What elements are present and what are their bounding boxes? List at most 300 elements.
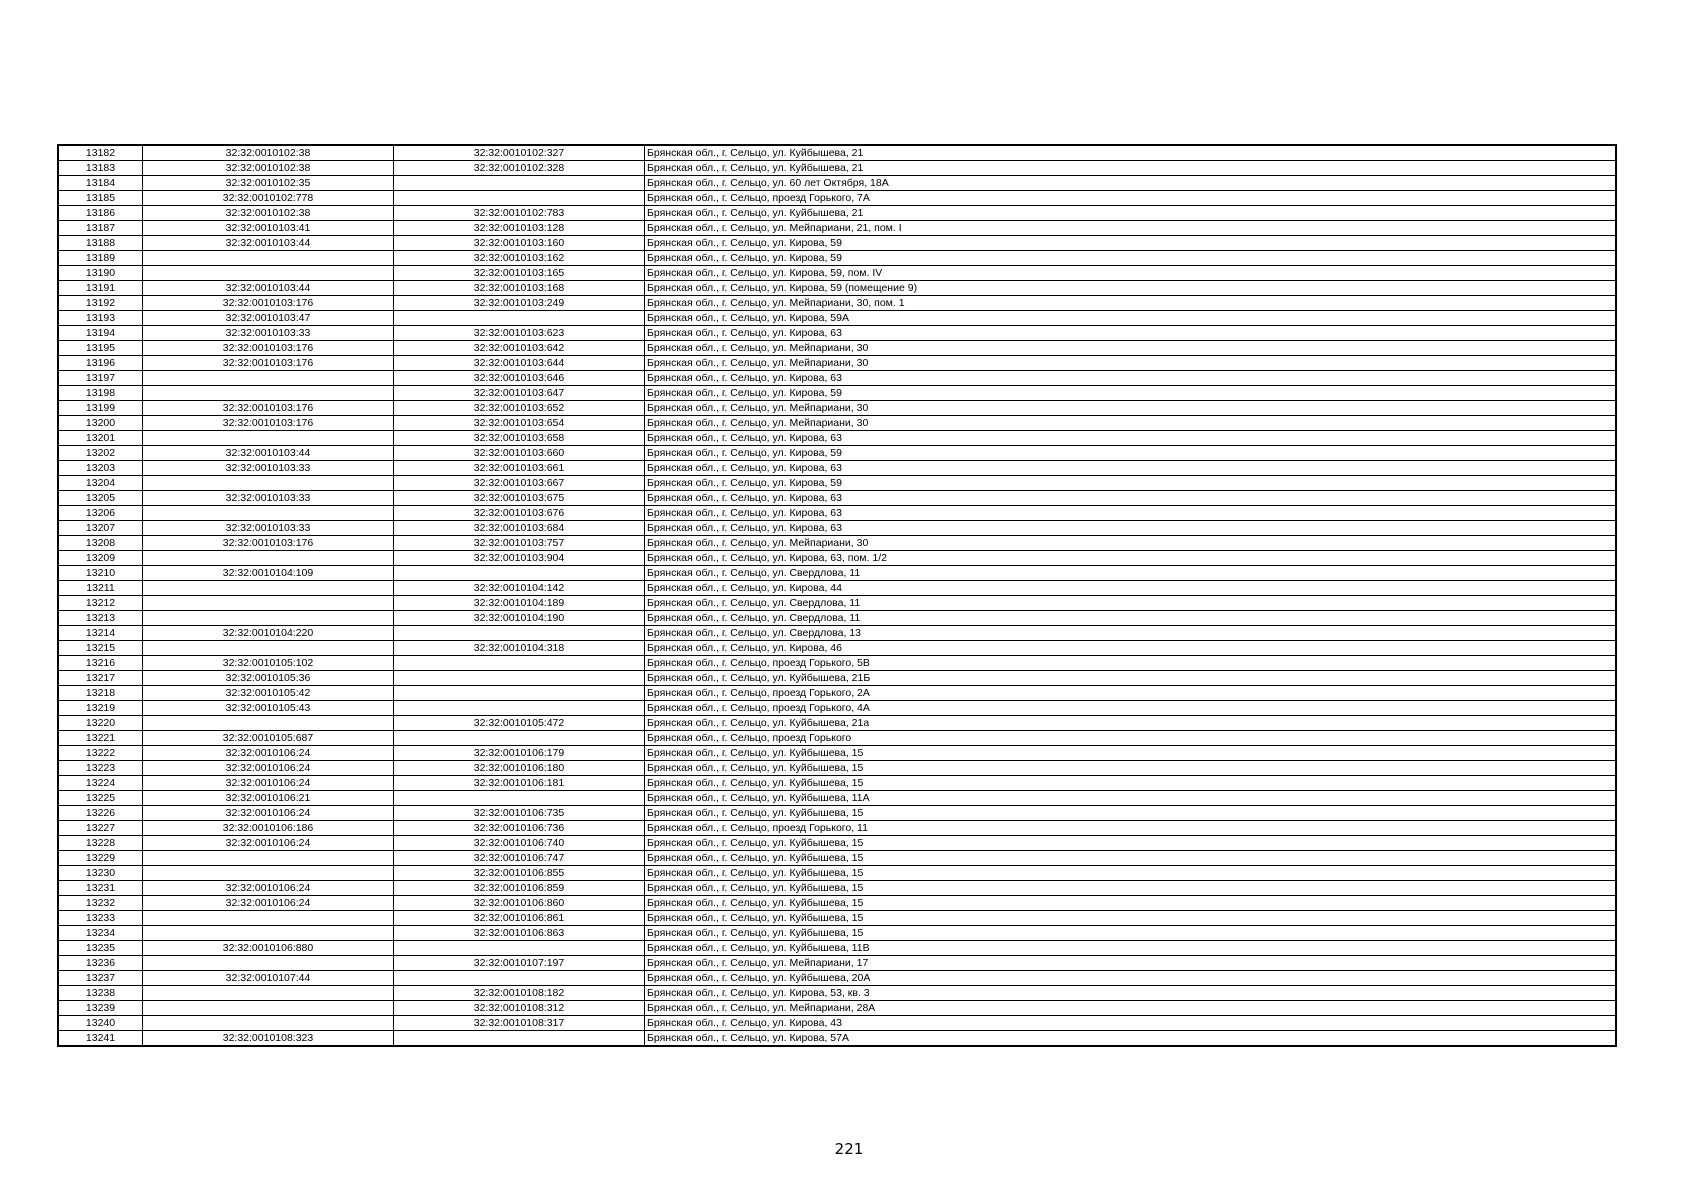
object-cadastral-number-cell: 32:32:0010103:165 [394,266,645,281]
address-cell: Брянская обл., г. Сельцо, ул. Куйбышева, 15 [645,866,1617,881]
table-row [58,296,1616,311]
object-cadastral-number-cell: 32:32:0010103:642 [394,341,645,356]
object-cadastral-number-cell: 32:32:0010106:740 [394,836,645,851]
table-row [58,266,1616,281]
parcel-cadastral-number-cell: 32:32:0010103:176 [143,341,394,356]
table-row [58,776,1616,791]
object-cadastral-number-cell [394,191,645,206]
table-row [58,986,1616,1001]
address-cell: Брянская обл., г. Сельцо, ул. Куйбышева, 21Б [645,671,1617,686]
object-cadastral-number-cell: 32:32:0010103:644 [394,356,645,371]
parcel-cadastral-number-cell [143,1001,394,1016]
record-number-cell: 13210 [58,566,143,581]
table-row [58,461,1616,476]
record-number-cell: 13199 [58,401,143,416]
record-number-cell: 13240 [58,1016,143,1031]
object-cadastral-number-cell: 32:32:0010108:317 [394,1016,645,1031]
record-number-cell: 13235 [58,941,143,956]
object-cadastral-number-cell: 32:32:0010103:160 [394,236,645,251]
parcel-cadastral-number-cell [143,551,394,566]
address-cell: Брянская обл., г. Сельцо, ул. Кирова, 59 [645,446,1617,461]
parcel-cadastral-number-cell [143,386,394,401]
object-cadastral-number-cell: 32:32:0010108:182 [394,986,645,1001]
table-row [58,626,1616,641]
table-row [58,491,1616,506]
parcel-cadastral-number-cell [143,1016,394,1031]
record-number-cell: 13214 [58,626,143,641]
object-cadastral-number-cell: 32:32:0010105:472 [394,716,645,731]
table-row [58,971,1616,986]
table-row [58,221,1616,236]
object-cadastral-number-cell: 32:32:0010106:179 [394,746,645,761]
address-cell: Брянская обл., г. Сельцо, ул. Куйбышева, 15 [645,896,1617,911]
parcel-cadastral-number-cell [143,986,394,1001]
table-row [58,896,1616,911]
object-cadastral-number-cell: 32:32:0010103:128 [394,221,645,236]
address-cell: Брянская обл., г. Сельцо, ул. Свердлова, 11 [645,596,1617,611]
record-number-cell: 13237 [58,971,143,986]
address-cell: Брянская обл., г. Сельцо, ул. Мейпариани, 28А [645,1001,1617,1016]
parcel-cadastral-number-cell: 32:32:0010102:38 [143,206,394,221]
parcel-cadastral-number-cell: 32:32:0010106:24 [143,776,394,791]
table-row [58,821,1616,836]
record-number-cell: 13225 [58,791,143,806]
parcel-cadastral-number-cell: 32:32:0010106:880 [143,941,394,956]
object-cadastral-number-cell: 32:32:0010103:647 [394,386,645,401]
parcel-cadastral-number-cell [143,266,394,281]
address-cell: Брянская обл., г. Сельцо, проезд Горького, 7А [645,191,1617,206]
object-cadastral-number-cell: 32:32:0010103:658 [394,431,645,446]
address-cell: Брянская обл., г. Сельцо, ул. Куйбышева, 15 [645,806,1617,821]
parcel-cadastral-number-cell: 32:32:0010105:36 [143,671,394,686]
object-cadastral-number-cell [394,626,645,641]
parcel-cadastral-number-cell: 32:32:0010103:176 [143,536,394,551]
table-row [58,416,1616,431]
table-row [58,746,1616,761]
object-cadastral-number-cell [394,1031,645,1047]
record-number-cell: 13200 [58,416,143,431]
record-number-cell: 13216 [58,656,143,671]
object-cadastral-number-cell [394,686,645,701]
record-number-cell: 13207 [58,521,143,536]
record-number-cell: 13229 [58,851,143,866]
object-cadastral-number-cell: 32:32:0010104:142 [394,581,645,596]
record-number-cell: 13186 [58,206,143,221]
record-number-cell: 13220 [58,716,143,731]
object-cadastral-number-cell [394,971,645,986]
record-number-cell: 13236 [58,956,143,971]
record-number-cell: 13222 [58,746,143,761]
table-row [58,581,1616,596]
property-register-table [57,144,1617,1047]
table-row [58,806,1616,821]
address-cell: Брянская обл., г. Сельцо, ул. Кирова, 59 [645,476,1617,491]
record-number-cell: 13211 [58,581,143,596]
address-cell: Брянская обл., г. Сельцо, ул. Мейпариани, 30 [645,356,1617,371]
table-row [58,836,1616,851]
address-cell: Брянская обл., г. Сельцо, ул. Кирова, 63 [645,506,1617,521]
record-number-cell: 13184 [58,176,143,191]
table-row [58,686,1616,701]
parcel-cadastral-number-cell: 32:32:0010106:21 [143,791,394,806]
table-row [58,551,1616,566]
address-cell: Брянская обл., г. Сельцо, проезд Горького, 2А [645,686,1617,701]
record-number-cell: 13198 [58,386,143,401]
table-row [58,851,1616,866]
object-cadastral-number-cell: 32:32:0010103:661 [394,461,645,476]
object-cadastral-number-cell: 32:32:0010106:861 [394,911,645,926]
address-cell: Брянская обл., г. Сельцо, ул. Кирова, 59 [645,251,1617,266]
record-number-cell: 13226 [58,806,143,821]
address-cell: Брянская обл., г. Сельцо, ул. Кирова, 63, пом. 1/2 [645,551,1617,566]
table-row [58,926,1616,941]
record-number-cell: 13238 [58,986,143,1001]
address-cell: Брянская обл., г. Сельцо, ул. Кирова, 46 [645,641,1617,656]
table-row [58,251,1616,266]
table-row [58,206,1616,221]
table-row [58,671,1616,686]
record-number-cell: 13218 [58,686,143,701]
table-row [58,191,1616,206]
record-number-cell: 13227 [58,821,143,836]
table-row [58,791,1616,806]
record-number-cell: 13204 [58,476,143,491]
address-cell: Брянская обл., г. Сельцо, ул. Свердлова, 11 [645,611,1617,626]
record-number-cell: 13241 [58,1031,143,1047]
record-number-cell: 13202 [58,446,143,461]
address-cell: Брянская обл., г. Сельцо, ул. Кирова, 44 [645,581,1617,596]
address-cell: Брянская обл., г. Сельцо, ул. Кирова, 43 [645,1016,1617,1031]
table-row [58,176,1616,191]
record-number-cell: 13196 [58,356,143,371]
address-cell: Брянская обл., г. Сельцо, ул. Свердлова, 13 [645,626,1617,641]
record-number-cell: 13208 [58,536,143,551]
object-cadastral-number-cell: 32:32:0010102:783 [394,206,645,221]
record-number-cell: 13191 [58,281,143,296]
parcel-cadastral-number-cell: 32:32:0010106:24 [143,836,394,851]
address-cell: Брянская обл., г. Сельцо, ул. Куйбышева, 15 [645,911,1617,926]
record-number-cell: 13217 [58,671,143,686]
parcel-cadastral-number-cell [143,911,394,926]
record-number-cell: 13233 [58,911,143,926]
table-row [58,446,1616,461]
object-cadastral-number-cell: 32:32:0010104:190 [394,611,645,626]
address-cell: Брянская обл., г. Сельцо, ул. Кирова, 59 [645,236,1617,251]
record-number-cell: 13223 [58,761,143,776]
object-cadastral-number-cell: 32:32:0010104:318 [394,641,645,656]
object-cadastral-number-cell: 32:32:0010102:328 [394,161,645,176]
table-row [58,521,1616,536]
record-number-cell: 13201 [58,431,143,446]
parcel-cadastral-number-cell: 32:32:0010103:44 [143,236,394,251]
object-cadastral-number-cell: 32:32:0010106:736 [394,821,645,836]
object-cadastral-number-cell [394,701,645,716]
object-cadastral-number-cell: 32:32:0010103:757 [394,536,645,551]
address-cell: Брянская обл., г. Сельцо, ул. Куйбышева, 15 [645,761,1617,776]
object-cadastral-number-cell: 32:32:0010103:667 [394,476,645,491]
object-cadastral-number-cell [394,566,645,581]
parcel-cadastral-number-cell: 32:32:0010103:33 [143,461,394,476]
parcel-cadastral-number-cell: 32:32:0010106:24 [143,806,394,821]
address-cell: Брянская обл., г. Сельцо, ул. Кирова, 59 [645,386,1617,401]
object-cadastral-number-cell: 32:32:0010106:859 [394,881,645,896]
table-row [58,761,1616,776]
parcel-cadastral-number-cell: 32:32:0010106:24 [143,896,394,911]
parcel-cadastral-number-cell [143,251,394,266]
parcel-cadastral-number-cell: 32:32:0010104:220 [143,626,394,641]
table-row [58,1001,1616,1016]
table-row [58,881,1616,896]
address-cell: Брянская обл., г. Сельцо, ул. Куйбышева, 11В [645,941,1617,956]
table-row [58,161,1616,176]
object-cadastral-number-cell [394,731,645,746]
parcel-cadastral-number-cell: 32:32:0010103:176 [143,416,394,431]
parcel-cadastral-number-cell: 32:32:0010103:44 [143,446,394,461]
address-cell: Брянская обл., г. Сельцо, ул. Куйбышева, 15 [645,836,1617,851]
record-number-cell: 13205 [58,491,143,506]
object-cadastral-number-cell: 32:32:0010103:904 [394,551,645,566]
address-cell: Брянская обл., г. Сельцо, ул. Мейпариани, 30 [645,416,1617,431]
address-cell: Брянская обл., г. Сельцо, ул. Мейпариани, 30 [645,401,1617,416]
record-number-cell: 13215 [58,641,143,656]
address-cell: Брянская обл., г. Сельцо, ул. Кирова, 53, кв. 3 [645,986,1617,1001]
object-cadastral-number-cell: 32:32:0010106:747 [394,851,645,866]
address-cell: Брянская обл., г. Сельцо, ул. Куйбышева, 15 [645,881,1617,896]
address-cell: Брянская обл., г. Сельцо, ул. Куйбышева, 21 [645,145,1617,161]
table-row [58,145,1616,161]
address-cell: Брянская обл., г. Сельцо, проезд Горького [645,731,1617,746]
record-number-cell: 13221 [58,731,143,746]
record-number-cell: 13183 [58,161,143,176]
address-cell: Брянская обл., г. Сельцо, ул. Куйбышева, 15 [645,926,1617,941]
object-cadastral-number-cell: 32:32:0010106:860 [394,896,645,911]
address-cell: Брянская обл., г. Сельцо, ул. Куйбышева, 21 [645,161,1617,176]
address-cell: Брянская обл., г. Сельцо, ул. Мейпариани, 21, пом. I [645,221,1617,236]
parcel-cadastral-number-cell: 32:32:0010102:778 [143,191,394,206]
object-cadastral-number-cell: 32:32:0010107:197 [394,956,645,971]
record-number-cell: 13182 [58,145,143,161]
parcel-cadastral-number-cell: 32:32:0010103:176 [143,356,394,371]
table-row [58,941,1616,956]
object-cadastral-number-cell: 32:32:0010103:652 [394,401,645,416]
address-cell: Брянская обл., г. Сельцо, ул. Мейпариани, 30, пом. 1 [645,296,1617,311]
object-cadastral-number-cell [394,791,645,806]
address-cell: Брянская обл., г. Сельцо, ул. Кирова, 59 (помещение 9) [645,281,1617,296]
record-number-cell: 13190 [58,266,143,281]
table-row [58,311,1616,326]
parcel-cadastral-number-cell [143,956,394,971]
address-cell: Брянская обл., г. Сельцо, ул. Куйбышева, 15 [645,851,1617,866]
object-cadastral-number-cell: 32:32:0010106:181 [394,776,645,791]
address-cell: Брянская обл., г. Сельцо, ул. Кирова, 63 [645,371,1617,386]
record-number-cell: 13187 [58,221,143,236]
table-row [58,236,1616,251]
record-number-cell: 13232 [58,896,143,911]
address-cell: Брянская обл., г. Сельцо, ул. Кирова, 63 [645,431,1617,446]
table-row [58,596,1616,611]
object-cadastral-number-cell: 32:32:0010106:735 [394,806,645,821]
parcel-cadastral-number-cell: 32:32:0010103:33 [143,521,394,536]
record-number-cell: 13193 [58,311,143,326]
table-row [58,731,1616,746]
address-cell: Брянская обл., г. Сельцо, ул. Куйбышева, 15 [645,746,1617,761]
record-number-cell: 13185 [58,191,143,206]
record-number-cell: 13195 [58,341,143,356]
record-number-cell: 13231 [58,881,143,896]
table-row [58,281,1616,296]
address-cell: Брянская обл., г. Сельцо, ул. Куйбышева, 11А [645,791,1617,806]
record-number-cell: 13189 [58,251,143,266]
parcel-cadastral-number-cell: 32:32:0010106:24 [143,746,394,761]
table-row [58,356,1616,371]
object-cadastral-number-cell: 32:32:0010103:249 [394,296,645,311]
record-number-cell: 13192 [58,296,143,311]
parcel-cadastral-number-cell: 32:32:0010106:24 [143,761,394,776]
table-row [58,866,1616,881]
address-cell: Брянская обл., г. Сельцо, ул. Куйбышева, 15 [645,776,1617,791]
address-cell: Брянская обл., г. Сельцо, проезд Горького, 11 [645,821,1617,836]
parcel-cadastral-number-cell: 32:32:0010102:38 [143,161,394,176]
object-cadastral-number-cell: 32:32:0010106:863 [394,926,645,941]
page-number: 221 [834,1140,864,1158]
parcel-cadastral-number-cell [143,431,394,446]
parcel-cadastral-number-cell: 32:32:0010105:42 [143,686,394,701]
address-cell: Брянская обл., г. Сельцо, ул. Свердлова, 11 [645,566,1617,581]
record-number-cell: 13206 [58,506,143,521]
record-number-cell: 13197 [58,371,143,386]
parcel-cadastral-number-cell: 32:32:0010104:109 [143,566,394,581]
parcel-cadastral-number-cell: 32:32:0010102:35 [143,176,394,191]
object-cadastral-number-cell: 32:32:0010103:660 [394,446,645,461]
table-row [58,326,1616,341]
object-cadastral-number-cell: 32:32:0010104:189 [394,596,645,611]
address-cell: Брянская обл., г. Сельцо, ул. Кирова, 63 [645,491,1617,506]
table-row [58,911,1616,926]
parcel-cadastral-number-cell [143,611,394,626]
parcel-cadastral-number-cell: 32:32:0010103:41 [143,221,394,236]
parcel-cadastral-number-cell: 32:32:0010103:176 [143,401,394,416]
object-cadastral-number-cell: 32:32:0010103:684 [394,521,645,536]
object-cadastral-number-cell: 32:32:0010103:675 [394,491,645,506]
table-row [58,611,1616,626]
address-cell: Брянская обл., г. Сельцо, ул. Кирова, 63 [645,326,1617,341]
record-number-cell: 13228 [58,836,143,851]
parcel-cadastral-number-cell [143,716,394,731]
record-number-cell: 13219 [58,701,143,716]
parcel-cadastral-number-cell: 32:32:0010103:176 [143,296,394,311]
parcel-cadastral-number-cell [143,851,394,866]
object-cadastral-number-cell: 32:32:0010102:327 [394,145,645,161]
object-cadastral-number-cell: 32:32:0010103:676 [394,506,645,521]
object-cadastral-number-cell [394,671,645,686]
parcel-cadastral-number-cell: 32:32:0010107:44 [143,971,394,986]
table-row [58,1016,1616,1031]
table-row [58,716,1616,731]
parcel-cadastral-number-cell: 32:32:0010106:24 [143,881,394,896]
address-cell: Брянская обл., г. Сельцо, проезд Горького, 4А [645,701,1617,716]
record-number-cell: 13234 [58,926,143,941]
address-cell: Брянская обл., г. Сельцо, ул. Кирова, 59А [645,311,1617,326]
parcel-cadastral-number-cell: 32:32:0010108:323 [143,1031,394,1047]
record-number-cell: 13230 [58,866,143,881]
record-number-cell: 13224 [58,776,143,791]
address-cell: Брянская обл., г. Сельцо, ул. Мейпариани, 30 [645,536,1617,551]
table-row [58,566,1616,581]
record-number-cell: 13239 [58,1001,143,1016]
record-number-cell: 13213 [58,611,143,626]
address-cell: Брянская обл., г. Сельцо, ул. Кирова, 63 [645,521,1617,536]
table-row [58,536,1616,551]
address-cell: Брянская обл., г. Сельцо, ул. Куйбышева, 20А [645,971,1617,986]
table-row [58,431,1616,446]
parcel-cadastral-number-cell: 32:32:0010106:186 [143,821,394,836]
parcel-cadastral-number-cell [143,506,394,521]
record-number-cell: 13194 [58,326,143,341]
address-cell: Брянская обл., г. Сельцо, ул. Кирова, 57А [645,1031,1617,1047]
record-number-cell: 13212 [58,596,143,611]
object-cadastral-number-cell: 32:32:0010106:855 [394,866,645,881]
table-row [58,956,1616,971]
table-row [58,656,1616,671]
parcel-cadastral-number-cell [143,596,394,611]
object-cadastral-number-cell [394,941,645,956]
object-cadastral-number-cell [394,176,645,191]
address-cell: Брянская обл., г. Сельцо, ул. Кирова, 59, пом. IV [645,266,1617,281]
object-cadastral-number-cell: 32:32:0010103:646 [394,371,645,386]
address-cell: Брянская обл., г. Сельцо, проезд Горького, 5В [645,656,1617,671]
object-cadastral-number-cell: 32:32:0010108:312 [394,1001,645,1016]
parcel-cadastral-number-cell: 32:32:0010103:44 [143,281,394,296]
parcel-cadastral-number-cell: 32:32:0010103:33 [143,491,394,506]
parcel-cadastral-number-cell: 32:32:0010103:33 [143,326,394,341]
object-cadastral-number-cell: 32:32:0010103:654 [394,416,645,431]
table-row [58,386,1616,401]
address-cell: Брянская обл., г. Сельцо, ул. 60 лет Октября, 18А [645,176,1617,191]
object-cadastral-number-cell [394,656,645,671]
table-row [58,341,1616,356]
table-row [58,401,1616,416]
parcel-cadastral-number-cell [143,581,394,596]
parcel-cadastral-number-cell [143,926,394,941]
record-number-cell: 13209 [58,551,143,566]
parcel-cadastral-number-cell: 32:32:0010105:43 [143,701,394,716]
register-table-body [58,145,1616,1046]
parcel-cadastral-number-cell: 32:32:0010102:38 [143,145,394,161]
parcel-cadastral-number-cell: 32:32:0010105:102 [143,656,394,671]
table-row [58,371,1616,386]
object-cadastral-number-cell: 32:32:0010106:180 [394,761,645,776]
table-row [58,506,1616,521]
parcel-cadastral-number-cell [143,371,394,386]
table-row [58,1031,1616,1047]
table-row [58,701,1616,716]
record-number-cell: 13203 [58,461,143,476]
object-cadastral-number-cell: 32:32:0010103:162 [394,251,645,266]
table-row [58,641,1616,656]
object-cadastral-number-cell: 32:32:0010103:168 [394,281,645,296]
parcel-cadastral-number-cell [143,641,394,656]
object-cadastral-number-cell: 32:32:0010103:623 [394,326,645,341]
address-cell: Брянская обл., г. Сельцо, ул. Куйбышева, 21 [645,206,1617,221]
parcel-cadastral-number-cell: 32:32:0010105:687 [143,731,394,746]
address-cell: Брянская обл., г. Сельцо, ул. Мейпариани, 30 [645,341,1617,356]
record-number-cell: 13188 [58,236,143,251]
address-cell: Брянская обл., г. Сельцо, ул. Мейпариани, 17 [645,956,1617,971]
parcel-cadastral-number-cell: 32:32:0010103:47 [143,311,394,326]
table-row [58,476,1616,491]
parcel-cadastral-number-cell [143,866,394,881]
object-cadastral-number-cell [394,311,645,326]
